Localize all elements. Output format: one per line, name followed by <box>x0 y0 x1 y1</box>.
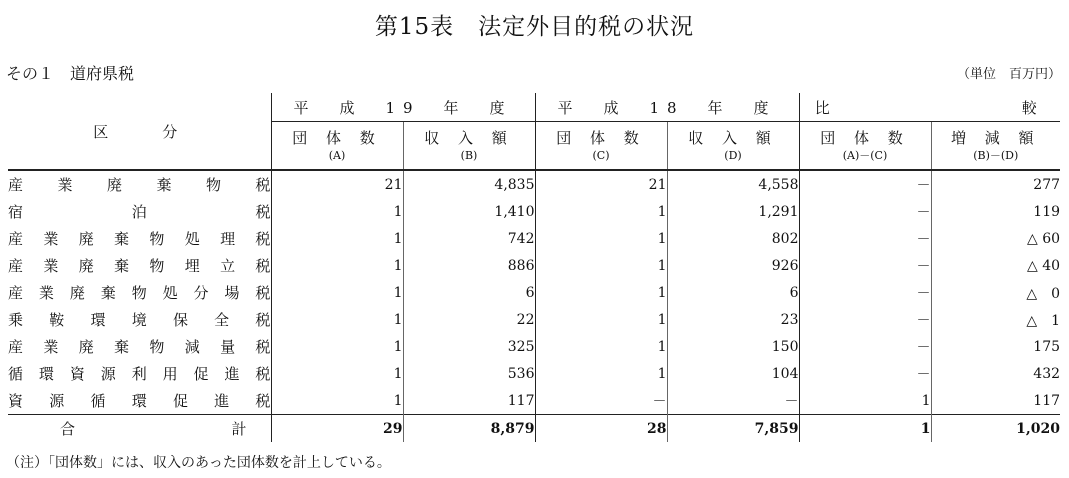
cell-value: － <box>799 170 931 198</box>
cell-value: 7,859 <box>667 415 799 443</box>
cell-value: 802 <box>667 225 799 252</box>
cell-value: 6 <box>403 279 535 306</box>
cell-value: 1 <box>799 415 931 443</box>
column-header-sub: (A) <box>328 149 346 162</box>
cell-value: 4,558 <box>667 170 799 198</box>
cell-value: 150 <box>667 333 799 360</box>
cell-value: 8,879 <box>403 415 535 443</box>
cell-value: 22 <box>403 306 535 333</box>
table-subtitle: その１ 道府県税 <box>6 64 135 83</box>
column-header-name: 団 体 数 <box>292 129 382 147</box>
table-body <box>8 170 1060 442</box>
table-row <box>8 252 1060 279</box>
cell-value: 23 <box>667 306 799 333</box>
cell-value: 1 <box>271 225 403 252</box>
cell-value: 886 <box>403 252 535 279</box>
cell-value: 325 <box>403 333 535 360</box>
row-label-text: 宿 泊 税 <box>8 203 271 221</box>
row-label-text: 資 源 循 環 促 進 税 <box>8 392 271 410</box>
cell-value: 119 <box>931 198 1060 225</box>
column-header <box>535 122 667 171</box>
cell-value: 1,410 <box>403 198 535 225</box>
row-label-text: 合 計 <box>60 420 247 438</box>
footnote: （注）「団体数」には、収入のあった団体数を計上している。 <box>6 455 391 471</box>
column-header <box>931 122 1060 171</box>
column-header-name: 収 入 額 <box>688 129 778 147</box>
table-row <box>8 306 1060 333</box>
row-label <box>8 225 271 252</box>
cell-value: 1 <box>535 306 667 333</box>
cell-value: 21 <box>535 170 667 198</box>
cell-value: 117 <box>931 387 1060 415</box>
cell-value: 1 <box>535 279 667 306</box>
cell-value: 6 <box>667 279 799 306</box>
cell-value: 1 <box>271 333 403 360</box>
table-row <box>8 333 1060 360</box>
unit-label: （単位 百万円） <box>956 67 1061 82</box>
cell-value: 1 <box>535 225 667 252</box>
cell-value: 104 <box>667 360 799 387</box>
column-header <box>403 122 535 171</box>
cell-value: 1 <box>271 252 403 279</box>
row-label-text: 産 業 廃 棄 物 税 <box>8 176 271 194</box>
cell-value: － <box>799 306 931 333</box>
cell-value: 1 <box>535 360 667 387</box>
row-label <box>8 198 271 225</box>
column-header-sub: (B) <box>460 149 478 162</box>
column-header-name: 収 入 額 <box>424 129 514 147</box>
cell-value: △ 40 <box>931 252 1060 279</box>
cell-value: 1 <box>271 306 403 333</box>
row-label <box>8 252 271 279</box>
cell-value: 28 <box>535 415 667 443</box>
table-row <box>8 279 1060 306</box>
cell-value: 21 <box>271 170 403 198</box>
cell-value: 1,291 <box>667 198 799 225</box>
cell-value: △ 1 <box>931 306 1060 333</box>
row-label <box>8 333 271 360</box>
cell-value: 1 <box>271 360 403 387</box>
cell-value: △ 60 <box>931 225 1060 252</box>
table-row <box>8 387 1060 415</box>
cell-value: 432 <box>931 360 1060 387</box>
row-label <box>8 415 271 443</box>
cell-value: － <box>799 279 931 306</box>
hikaku-header: 比 較 <box>799 93 1060 122</box>
cell-value: 1 <box>271 198 403 225</box>
column-header-name: 団 体 数 <box>820 129 910 147</box>
cell-value: 742 <box>403 225 535 252</box>
tax-table <box>8 93 1060 442</box>
cell-value: － <box>799 225 931 252</box>
row-label-text: 産 業 廃 棄 物 処 理 税 <box>8 230 271 248</box>
table-row <box>8 360 1060 387</box>
row-label <box>8 306 271 333</box>
row-label-text: 循 環 資 源 利 用 促 進 税 <box>8 365 271 383</box>
row-label <box>8 279 271 306</box>
cell-value: 4,835 <box>403 170 535 198</box>
table-row <box>8 225 1060 252</box>
column-header-sub: (A)－(C) <box>842 149 888 162</box>
cell-value: 175 <box>931 333 1060 360</box>
row-label <box>8 170 271 198</box>
row-label-text: 産 業 廃 棄 物 減 量 税 <box>8 338 271 356</box>
column-header-name: 増 減 額 <box>950 129 1041 147</box>
cell-value: 536 <box>403 360 535 387</box>
table-row <box>8 170 1060 198</box>
column-header-sub: (C) <box>592 149 610 162</box>
row-label <box>8 387 271 415</box>
cell-value: △ 0 <box>931 279 1060 306</box>
cell-value: － <box>799 252 931 279</box>
cell-value: 1,020 <box>931 415 1060 443</box>
cell-value: 1 <box>799 387 931 415</box>
cell-value: 1 <box>535 333 667 360</box>
cell-value: 29 <box>271 415 403 443</box>
row-label <box>8 360 271 387</box>
cell-value: 1 <box>535 198 667 225</box>
table-row <box>8 198 1060 225</box>
cell-value: － <box>799 198 931 225</box>
cell-value: 117 <box>403 387 535 415</box>
cell-value: 1 <box>535 252 667 279</box>
table-title: 第15表 法定外目的税の状況 <box>374 14 695 40</box>
h19-header: 平 成 19 年 度 <box>271 93 535 122</box>
column-header <box>271 122 403 171</box>
cell-value: － <box>799 360 931 387</box>
column-header <box>799 122 931 171</box>
cell-value: 1 <box>271 279 403 306</box>
column-header <box>667 122 799 171</box>
row-label-text: 産 業 廃 棄 物 処 分 場 税 <box>8 284 271 302</box>
column-header-sub: (D) <box>724 149 742 162</box>
kubun-header: 区 分 <box>8 93 271 170</box>
cell-value: 277 <box>931 170 1060 198</box>
header-row-top <box>8 93 1060 122</box>
row-label-text: 産 業 廃 棄 物 埋 立 税 <box>8 257 271 275</box>
cell-value: － <box>799 333 931 360</box>
total-row <box>8 415 1060 443</box>
h18-header: 平 成 18 年 度 <box>535 93 799 122</box>
row-label-text: 乗 鞍 環 境 保 全 税 <box>8 311 271 329</box>
cell-value: 1 <box>271 387 403 415</box>
cell-value: － <box>535 387 667 415</box>
column-header-sub: (B)－(D) <box>973 149 1019 162</box>
cell-value: － <box>667 387 799 415</box>
cell-value: 926 <box>667 252 799 279</box>
column-header-name: 団 体 数 <box>556 129 646 147</box>
